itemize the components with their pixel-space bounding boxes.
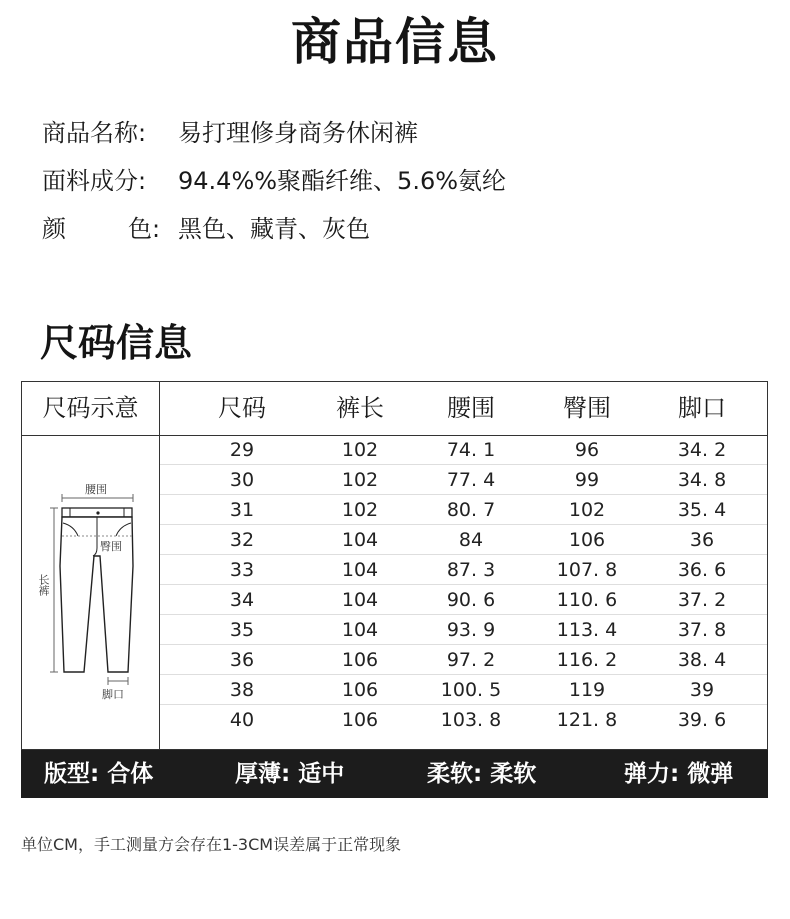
header-hem: 脚口: [678, 394, 726, 422]
table-cell: 31: [229, 499, 255, 521]
table-cell: 39. 6: [677, 709, 727, 731]
table-cell: 107. 8: [556, 559, 618, 581]
table-cell: 106: [341, 709, 379, 731]
table-cell: 39: [689, 679, 715, 701]
table-cell: 33: [229, 559, 255, 581]
product-name-label: 商品名称:: [42, 119, 147, 147]
table-cell: 106: [568, 529, 606, 551]
attribute-elasticity: 弹力: 微弹: [624, 761, 734, 787]
table-cell: 30: [229, 469, 255, 491]
table-row: [160, 675, 767, 705]
table-cell: 103. 8: [440, 709, 502, 731]
diagram-label-hem: 脚口: [102, 688, 124, 701]
product-name-value: 易打理修身商务休闲裤: [178, 119, 418, 147]
fabric-value: 94.4%%聚酯纤维、5.6%氨纶: [178, 167, 507, 195]
table-cell: 40: [229, 709, 255, 731]
table-cell: 104: [341, 559, 379, 581]
pants-diagram: [22, 436, 159, 749]
table-cell: 116. 2: [556, 649, 618, 671]
table-cell: 100. 5: [440, 679, 502, 701]
table-row: [160, 495, 767, 525]
table-cell: 38: [229, 679, 255, 701]
product-name-row: [42, 116, 418, 150]
table-cell: 38. 4: [677, 649, 727, 671]
color-value: 黑色、藏青、灰色: [178, 215, 370, 243]
table-cell: 119: [568, 679, 606, 701]
table-cell: 36: [229, 649, 255, 671]
table-row: [160, 525, 767, 555]
fabric-row: [42, 164, 506, 198]
measurement-footnote: 单位CM，手工测量方会存在1-3CM误差属于正常现象: [21, 835, 402, 854]
table-cell: 80. 7: [446, 499, 496, 521]
table-cell: 104: [341, 589, 379, 611]
table-cell: 77. 4: [446, 469, 496, 491]
table-cell: 96: [574, 439, 600, 461]
table-cell: 93. 9: [446, 619, 496, 641]
table-cell: 99: [574, 469, 600, 491]
header-hip: 臀围: [563, 394, 611, 422]
table-row: [160, 555, 767, 585]
table-cell: 102: [341, 439, 379, 461]
page-title: 商品信息: [291, 13, 499, 71]
color-row: [42, 212, 370, 246]
table-row: [160, 645, 767, 675]
table-cell: 37. 2: [677, 589, 727, 611]
table-cell: 97. 2: [446, 649, 496, 671]
table-row: [160, 435, 767, 465]
table-cell: 84: [458, 529, 484, 551]
table-cell: 102: [568, 499, 606, 521]
attribute-softness: 柔软: 柔软: [427, 761, 537, 787]
table-cell: 110. 6: [556, 589, 618, 611]
attribute-bar: [21, 750, 768, 798]
color-label-rest: 色:: [128, 215, 161, 243]
header-diagram: 尺码示意: [42, 394, 139, 422]
diagram-label-hip: 臀围: [100, 540, 122, 553]
table-row: [160, 465, 767, 495]
table-cell: 74. 1: [446, 439, 496, 461]
table-cell: 34. 8: [677, 469, 727, 491]
table-row: [160, 705, 767, 735]
table-cell: 35: [229, 619, 255, 641]
table-cell: 106: [341, 649, 379, 671]
table-cell: 113. 4: [556, 619, 618, 641]
table-cell: 32: [229, 529, 255, 551]
table-cell: 102: [341, 499, 379, 521]
diagram-label-length: 长裤: [37, 574, 50, 596]
table-cell: 36. 6: [677, 559, 727, 581]
table-row: [160, 615, 767, 645]
header-size: 尺码: [218, 394, 266, 422]
color-label: [42, 212, 178, 246]
attribute-fit: 版型: 合体: [44, 761, 154, 787]
table-cell: 34: [229, 589, 255, 611]
size-section-title: 尺码信息: [40, 321, 193, 365]
size-table: [21, 381, 768, 750]
color-label-first-char: 颜: [42, 215, 66, 243]
attribute-thickness: 厚薄: 适中: [235, 761, 345, 787]
header-waist: 腰围: [447, 394, 495, 422]
fabric-label: 面料成分:: [42, 167, 147, 195]
table-cell: 121. 8: [556, 709, 618, 731]
table-cell: 90. 6: [446, 589, 496, 611]
table-cell: 29: [229, 439, 255, 461]
table-cell: 36: [689, 529, 715, 551]
table-cell: 87. 3: [446, 559, 496, 581]
table-cell: 106: [341, 679, 379, 701]
table-cell: 34. 2: [677, 439, 727, 461]
diagram-label-waist: 腰围: [85, 483, 107, 496]
table-cell: 35. 4: [677, 499, 727, 521]
table-cell: 102: [341, 469, 379, 491]
header-length: 裤长: [336, 394, 384, 422]
table-cell: 104: [341, 529, 379, 551]
table-cell: 104: [341, 619, 379, 641]
table-cell: 37. 8: [677, 619, 727, 641]
table-row: [160, 585, 767, 615]
